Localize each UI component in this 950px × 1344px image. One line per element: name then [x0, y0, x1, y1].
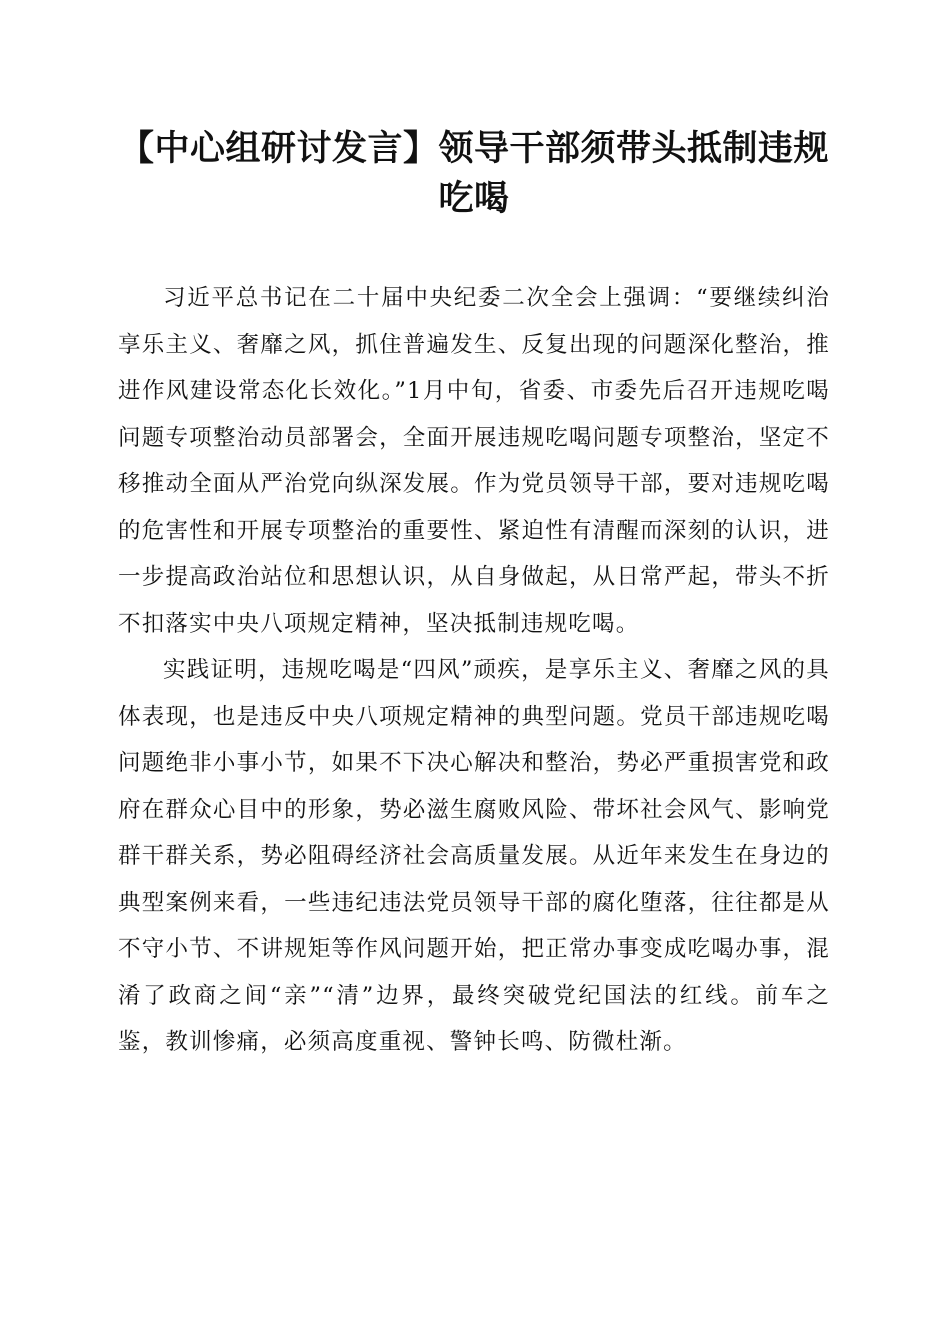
document-title: 【中心组研讨发言】领导干部须带头抵制违规吃喝 [118, 129, 829, 219]
paragraph-1: 习近平总书记在二十届中央纪委二次全会上强调：“要继续纠治享乐主义、奢靡之风，抓住普遍发生、反复出现的问题深化整治，推进作风建设常态化长效化。”1月中旬，省委、市委先后召开违规吃喝问题专项整治动员部署会，全面开展违规吃喝问题专项整治，坚定不移推动全面从严治党向纵深发展。作为党员领导干部，要对违规吃喝的危害性和开展专项整治的重要性、紧迫性有清醒而深刻的认识，进一步提高政治站位和思想认识，从自身做起，从日常严起，带头不折不扣落实中央八项规定精神，坚决抵制违规吃喝。 [118, 285, 830, 637]
document-body [118, 275, 830, 1066]
paragraph-2: 实践证明，违规吃喝是“四风”顽疾，是享乐主义、奢靡之风的具体表现，也是违反中央八项规定精神的典型问题。党员干部违规吃喝问题绝非小事小节，如果不下决心解决和整治，势必严重损害党和政府在群众心目中的形象，势必滋生腐败风险、带坏社会风气、影响党群干群关系，势必阻碍经济社会高质量发展。从近年来发生在身边的典型案例来看，一些违纪违法党员领导干部的腐化堕落，往往都是从不守小节、不讲规矩等作风问题开始，把正常办事变成吃喝办事，混淆了政商之间“亲”“清”边界，最终突破党纪国法的红线。前车之鉴，教训惨痛，必须高度重视、警钟长鸣、防微杜渐。 [118, 657, 830, 1055]
